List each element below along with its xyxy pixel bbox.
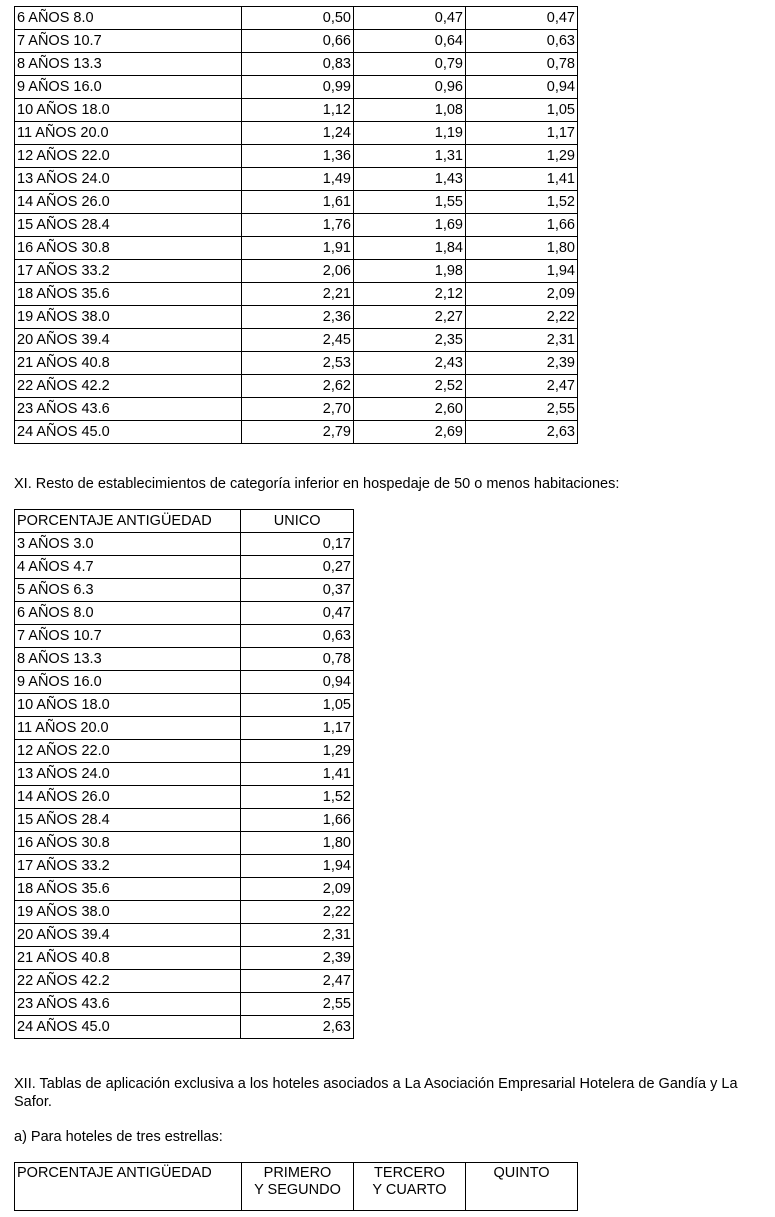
row-label-cell: 14 AÑOS 26.0 [15, 191, 242, 214]
value-cell: 1,52 [466, 191, 578, 214]
value-cell: 1,55 [354, 191, 466, 214]
row-label-cell: 6 AÑOS 8.0 [15, 602, 241, 625]
table-row [15, 99, 578, 122]
value-cell: 2,31 [466, 329, 578, 352]
table-row [15, 283, 578, 306]
table-row [15, 7, 578, 30]
table-row [15, 53, 578, 76]
column-header-tercero-cuarto [354, 1163, 466, 1211]
value-cell: 0,27 [241, 556, 354, 579]
value-cell: 0,94 [466, 76, 578, 99]
value-cell: 2,52 [354, 375, 466, 398]
table-row [15, 375, 578, 398]
table-header-row [15, 1163, 578, 1211]
row-label-cell: 24 AÑOS 45.0 [15, 1016, 241, 1039]
row-label-cell: 17 AÑOS 33.2 [15, 260, 242, 283]
value-cell: 1,05 [241, 694, 354, 717]
table-row [15, 398, 578, 421]
row-label-cell: 10 AÑOS 18.0 [15, 99, 242, 122]
row-label-cell: 7 AÑOS 10.7 [15, 30, 242, 53]
value-cell: 2,60 [354, 398, 466, 421]
value-cell: 1,91 [242, 237, 354, 260]
value-cell: 1,36 [242, 145, 354, 168]
row-label-cell: 10 AÑOS 18.0 [15, 694, 241, 717]
table-row [15, 602, 354, 625]
value-cell: 1,05 [466, 99, 578, 122]
seniority-table-1 [14, 6, 578, 444]
value-cell: 0,17 [241, 533, 354, 556]
table-row [15, 740, 354, 763]
table-row [15, 260, 578, 283]
table-row [15, 625, 354, 648]
row-label-cell: 8 AÑOS 13.3 [15, 53, 242, 76]
value-cell: 2,79 [242, 421, 354, 444]
value-cell: 1,43 [354, 168, 466, 191]
value-cell: 2,55 [241, 993, 354, 1016]
row-label-cell: 8 AÑOS 13.3 [15, 648, 241, 671]
row-label-cell: 14 AÑOS 26.0 [15, 786, 241, 809]
value-cell: 2,47 [241, 970, 354, 993]
value-cell: 1,98 [354, 260, 466, 283]
value-cell: 1,66 [241, 809, 354, 832]
value-cell: 0,99 [242, 76, 354, 99]
row-label-cell: 4 AÑOS 4.7 [15, 556, 241, 579]
seniority-table-3 [14, 1162, 578, 1211]
row-label-cell: 21 AÑOS 40.8 [15, 947, 241, 970]
value-cell: 0,79 [354, 53, 466, 76]
table-row [15, 832, 354, 855]
section-xi-heading: XI. Resto de establecimientos de categoría inferior en hospedaje de 50 o menos habitaciones: [14, 476, 620, 492]
row-label-cell: 20 AÑOS 39.4 [15, 329, 242, 352]
value-cell: 2,39 [241, 947, 354, 970]
value-cell: 1,66 [466, 214, 578, 237]
row-label-cell: 13 AÑOS 24.0 [15, 763, 241, 786]
column-header-quinto [466, 1163, 578, 1211]
table-row [15, 421, 578, 444]
row-label-cell: 3 AÑOS 3.0 [15, 533, 241, 556]
value-cell: 2,21 [242, 283, 354, 306]
row-label-cell: 9 AÑOS 16.0 [15, 76, 242, 99]
value-cell: 2,55 [466, 398, 578, 421]
table-row [15, 237, 578, 260]
row-label-cell: 7 AÑOS 10.7 [15, 625, 241, 648]
value-cell: 1,24 [242, 122, 354, 145]
value-cell: 2,63 [466, 421, 578, 444]
value-cell: 0,50 [242, 7, 354, 30]
value-cell: 1,29 [466, 145, 578, 168]
row-label-cell: 24 AÑOS 45.0 [15, 421, 242, 444]
value-cell: 2,45 [242, 329, 354, 352]
value-cell: 0,47 [354, 7, 466, 30]
value-cell: 0,63 [241, 625, 354, 648]
value-cell: 2,31 [241, 924, 354, 947]
table-row [15, 122, 578, 145]
value-cell: 2,27 [354, 306, 466, 329]
value-cell: 1,29 [241, 740, 354, 763]
table-row [15, 76, 578, 99]
table-row [15, 786, 354, 809]
value-cell: 0,78 [241, 648, 354, 671]
column-header-primero-segundo [242, 1163, 354, 1211]
value-cell: 2,06 [242, 260, 354, 283]
value-cell: 1,19 [354, 122, 466, 145]
row-label-cell: 5 AÑOS 6.3 [15, 579, 241, 602]
value-cell: 0,64 [354, 30, 466, 53]
row-label-cell: 19 AÑOS 38.0 [15, 901, 241, 924]
value-cell: 1,69 [354, 214, 466, 237]
table-row [15, 306, 578, 329]
value-cell: 1,80 [241, 832, 354, 855]
row-label-cell: 11 AÑOS 20.0 [15, 122, 242, 145]
row-label-cell: 9 AÑOS 16.0 [15, 671, 241, 694]
value-cell: 0,37 [241, 579, 354, 602]
table-row [15, 1016, 354, 1039]
row-label-cell: 23 AÑOS 43.6 [15, 398, 242, 421]
row-label-cell: 6 AÑOS 8.0 [15, 7, 242, 30]
value-cell: 1,17 [466, 122, 578, 145]
table-row [15, 191, 578, 214]
section-xii-subheading: a) Para hoteles de tres estrellas: [14, 1129, 223, 1145]
table-row [15, 168, 578, 191]
table-row [15, 556, 354, 579]
section-xii-heading: XII. Tablas de aplicación exclusiva a los hoteles asociados a La Asociación Empresarial Hotelera de Gandía y La Safor. [14, 1076, 738, 1110]
value-cell: 1,31 [354, 145, 466, 168]
value-cell: 2,43 [354, 352, 466, 375]
seniority-table-2 [14, 509, 354, 1039]
row-label-cell: 12 AÑOS 22.0 [15, 740, 241, 763]
table-row [15, 924, 354, 947]
value-cell: 1,80 [466, 237, 578, 260]
header-line: Y SEGUNDO [254, 1182, 341, 1198]
value-cell: 0,78 [466, 53, 578, 76]
value-cell: 1,52 [241, 786, 354, 809]
table-row [15, 329, 578, 352]
value-cell: 0,83 [242, 53, 354, 76]
table-row [15, 694, 354, 717]
row-label-cell: 16 AÑOS 30.8 [15, 832, 241, 855]
value-cell: 1,12 [242, 99, 354, 122]
value-cell: 1,84 [354, 237, 466, 260]
value-cell: 2,09 [241, 878, 354, 901]
table-row [15, 878, 354, 901]
row-label-cell: 13 AÑOS 24.0 [15, 168, 242, 191]
header-line: QUINTO [493, 1165, 550, 1181]
value-cell: 2,12 [354, 283, 466, 306]
value-cell: 0,66 [242, 30, 354, 53]
seniority-table-2-body [15, 533, 354, 1039]
table-row [15, 352, 578, 375]
table-row [15, 648, 354, 671]
table-row [15, 671, 354, 694]
value-cell: 2,63 [241, 1016, 354, 1039]
table-row [15, 30, 578, 53]
value-cell: 1,61 [242, 191, 354, 214]
header-line: TERCERO [374, 1165, 445, 1181]
value-cell: 2,22 [466, 306, 578, 329]
value-cell: 0,47 [466, 7, 578, 30]
row-label-cell: 16 AÑOS 30.8 [15, 237, 242, 260]
value-cell: 2,47 [466, 375, 578, 398]
row-label-cell: 22 AÑOS 42.2 [15, 970, 241, 993]
row-label-cell: 11 AÑOS 20.0 [15, 717, 241, 740]
row-label-cell: 15 AÑOS 28.4 [15, 809, 241, 832]
table-row [15, 809, 354, 832]
header-line: PRIMERO [263, 1165, 332, 1181]
header-line: Y CUARTO [372, 1182, 447, 1198]
value-cell: 2,35 [354, 329, 466, 352]
table-row [15, 855, 354, 878]
table-row [15, 763, 354, 786]
value-cell: 2,69 [354, 421, 466, 444]
row-label-cell: 22 AÑOS 42.2 [15, 375, 242, 398]
table-row [15, 579, 354, 602]
value-cell: 2,22 [241, 901, 354, 924]
value-cell: 1,08 [354, 99, 466, 122]
row-label-cell: 17 AÑOS 33.2 [15, 855, 241, 878]
row-label-cell: 15 AÑOS 28.4 [15, 214, 242, 237]
value-cell: 2,09 [466, 283, 578, 306]
value-cell: 1,41 [241, 763, 354, 786]
table-row [15, 717, 354, 740]
value-cell: 1,41 [466, 168, 578, 191]
table-row [15, 993, 354, 1016]
value-cell: 0,63 [466, 30, 578, 53]
column-header-unico: UNICO [241, 510, 354, 533]
table-row [15, 145, 578, 168]
row-label-cell: 12 AÑOS 22.0 [15, 145, 242, 168]
value-cell: 1,17 [241, 717, 354, 740]
value-cell: 2,62 [242, 375, 354, 398]
seniority-table-1-body [15, 7, 578, 444]
value-cell: 2,70 [242, 398, 354, 421]
column-header-percentage: PORCENTAJE ANTIGÜEDAD [15, 510, 241, 533]
value-cell: 0,96 [354, 76, 466, 99]
value-cell: 1,76 [242, 214, 354, 237]
table-row [15, 947, 354, 970]
header-line: PORCENTAJE ANTIGÜEDAD [17, 1165, 212, 1181]
value-cell: 1,94 [466, 260, 578, 283]
table-row [15, 970, 354, 993]
table-row [15, 533, 354, 556]
value-cell: 2,36 [242, 306, 354, 329]
column-header-percentage [15, 1163, 242, 1211]
row-label-cell: 23 AÑOS 43.6 [15, 993, 241, 1016]
row-label-cell: 21 AÑOS 40.8 [15, 352, 242, 375]
table-header-row [15, 510, 354, 533]
row-label-cell: 18 AÑOS 35.6 [15, 283, 242, 306]
row-label-cell: 20 AÑOS 39.4 [15, 924, 241, 947]
table-row [15, 901, 354, 924]
value-cell: 1,49 [242, 168, 354, 191]
value-cell: 2,53 [242, 352, 354, 375]
row-label-cell: 19 AÑOS 38.0 [15, 306, 242, 329]
table-row [15, 214, 578, 237]
value-cell: 2,39 [466, 352, 578, 375]
value-cell: 0,94 [241, 671, 354, 694]
row-label-cell: 18 AÑOS 35.6 [15, 878, 241, 901]
value-cell: 1,94 [241, 855, 354, 878]
value-cell: 0,47 [241, 602, 354, 625]
